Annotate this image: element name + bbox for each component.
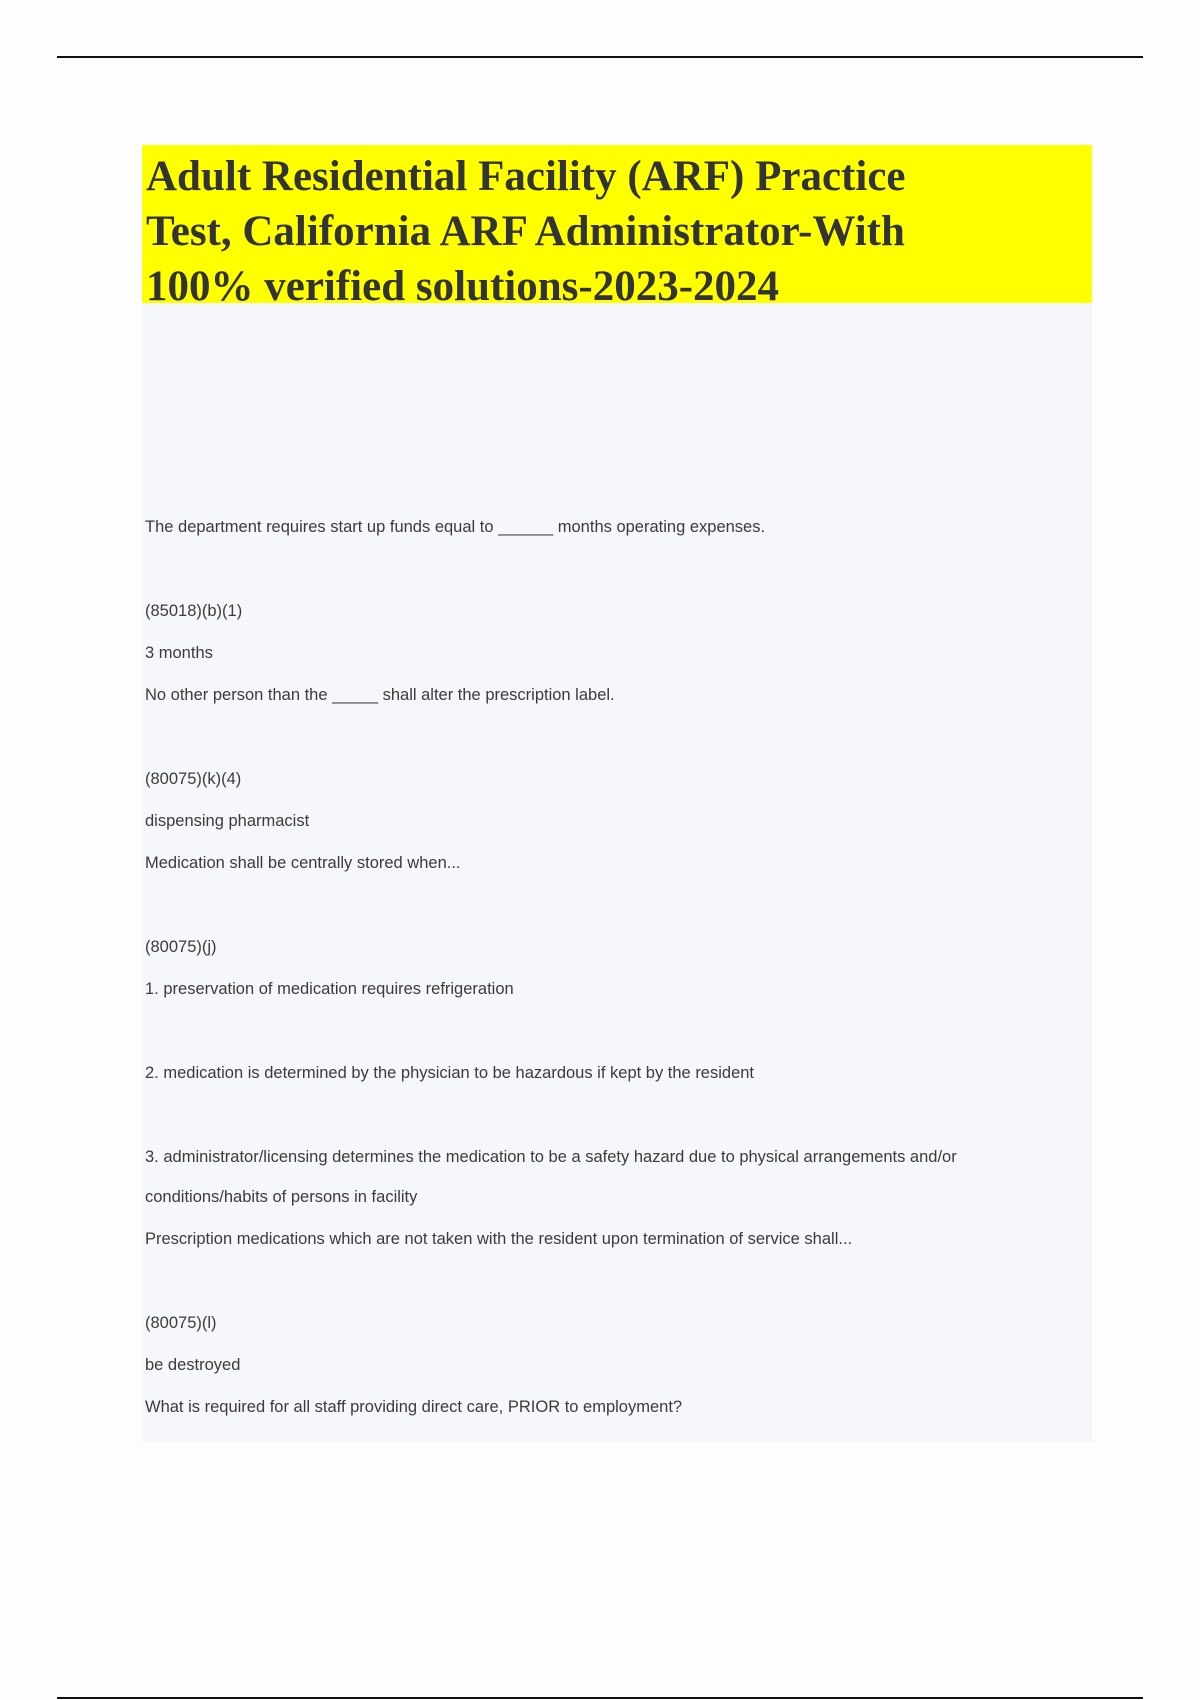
bottom-rule <box>57 1697 1143 1699</box>
question-text: Medication shall be centrally stored when... <box>145 854 461 872</box>
answer-text: 2. medication is determined by the physician to be hazardous if kept by the resident <box>145 1064 755 1082</box>
title-line-2: Test, California ARF Administrator-With <box>146 208 905 255</box>
reference-code: (80075)(j) <box>145 938 217 956</box>
top-rule <box>57 56 1143 58</box>
reference-code: (80075)(k)(4) <box>145 770 242 788</box>
reference-code: (85018)(b)(1) <box>145 602 243 620</box>
question-text: No other person than the _____ shall alter the prescription label. <box>145 686 615 704</box>
reference-code: (80075)(l) <box>145 1314 217 1332</box>
document-content <box>142 145 1092 1442</box>
question-text: Prescription medications which are not taken with the resident upon termination of service shall... <box>145 1230 853 1248</box>
answer-text: dispensing pharmacist <box>145 812 310 830</box>
question-text: The department requires start up funds equal to ______ months operating expenses. <box>145 518 766 536</box>
answer-text: 1. preservation of medication requires refrigeration <box>145 980 514 998</box>
title-highlight <box>142 145 1092 310</box>
answer-text: 3. administrator/licensing determines the medication to be a safety hazard due to physical arrangements and/or <box>145 1148 957 1166</box>
title-line-1: Adult Residential Facility (ARF) Practice <box>146 153 906 200</box>
answer-text: conditions/habits of persons in facility <box>145 1188 418 1206</box>
answer-text: 3 months <box>145 644 213 662</box>
title-line-3: 100% verified solutions-2023-2024 <box>146 263 780 310</box>
document-title <box>146 149 1084 314</box>
answer-text: be destroyed <box>145 1356 241 1374</box>
question-text: What is required for all staff providing direct care, PRIOR to employment? <box>145 1398 683 1416</box>
